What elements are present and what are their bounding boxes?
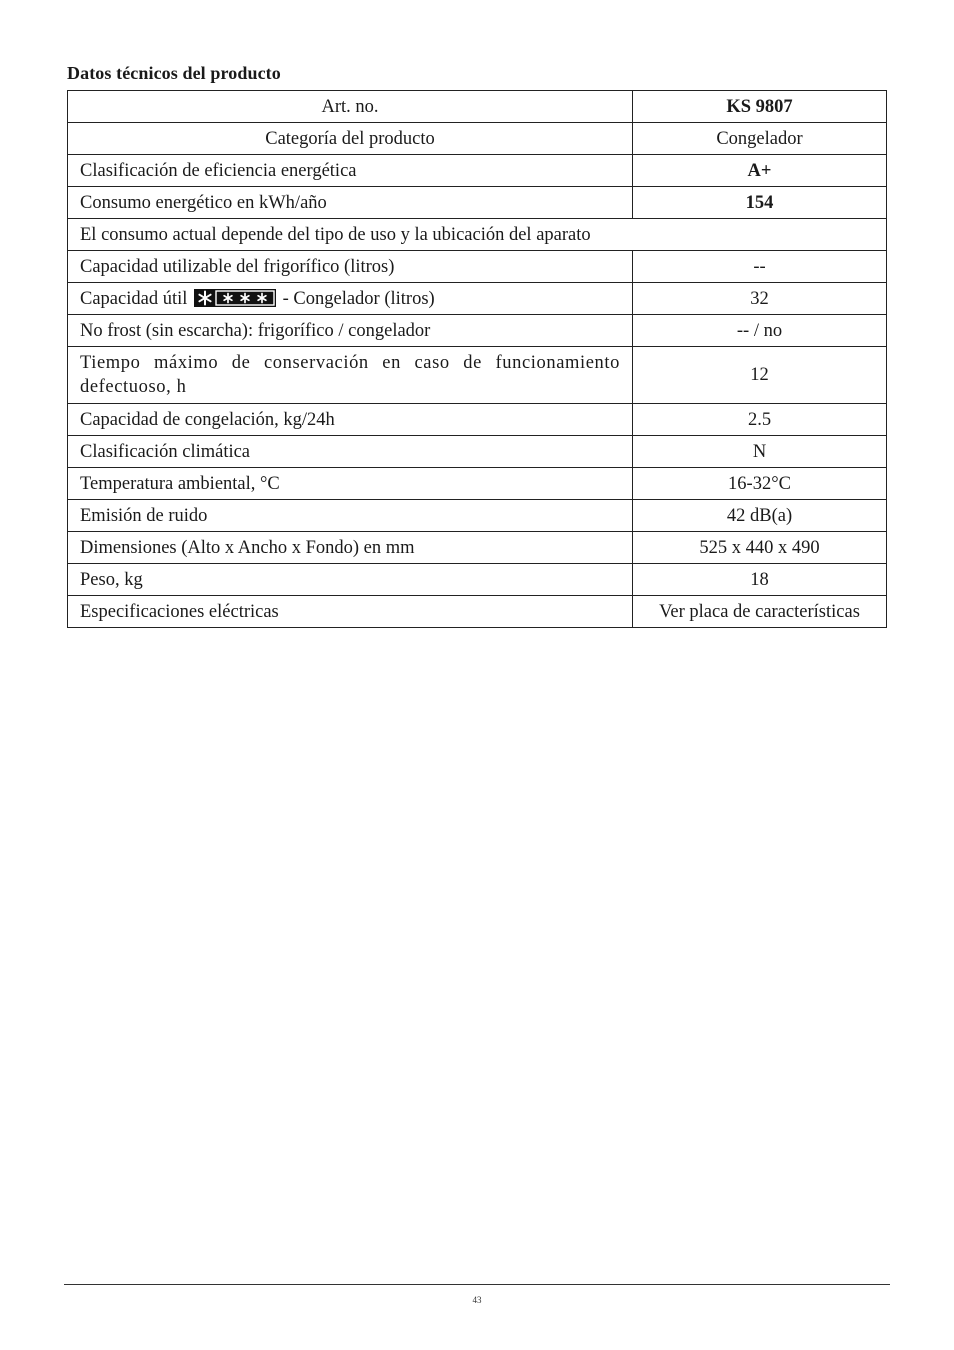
- spec-label: Capacidad de congelación, kg/24h: [68, 404, 633, 436]
- spec-label: Temperatura ambiental, °C: [68, 468, 633, 500]
- spec-value: --: [633, 251, 887, 283]
- spec-label: Dimensiones (Alto x Ancho x Fondo) en mm: [68, 532, 633, 564]
- table-row: [68, 123, 887, 155]
- spec-label: Art. no.: [68, 91, 633, 123]
- spec-value: 525 x 440 x 490: [633, 532, 887, 564]
- spec-label: Consumo energético en kWh/año: [68, 187, 633, 219]
- spec-value: 42 dB(a): [633, 500, 887, 532]
- spec-value: -- / no: [633, 315, 887, 347]
- table-row: [68, 436, 887, 468]
- four-star-freezer-icon: [194, 289, 276, 307]
- table-row: [68, 468, 887, 500]
- spec-label: Tiempo máximo de conservación en caso de funcionamiento defectuoso, h: [68, 347, 633, 404]
- spec-value: Ver placa de características: [633, 596, 887, 628]
- spec-value: 16-32°C: [633, 468, 887, 500]
- spec-label: Capacidad utilizable del frigorífico (litros): [68, 251, 633, 283]
- spec-value: 32: [633, 283, 887, 315]
- table-row: [68, 91, 887, 123]
- footer-divider: [64, 1284, 890, 1285]
- table-row: [68, 347, 887, 404]
- spec-label: Clasificación climática: [68, 436, 633, 468]
- table-row: [68, 187, 887, 219]
- table-row: [68, 155, 887, 187]
- page-number: 43: [472, 1295, 482, 1305]
- spec-label: Especificaciones eléctricas: [68, 596, 633, 628]
- table-row: [68, 219, 887, 251]
- spec-note: El consumo actual depende del tipo de uso y la ubicación del aparato: [68, 219, 887, 251]
- spec-label: Categoría del producto: [68, 123, 633, 155]
- spec-label: Emisión de ruido: [68, 500, 633, 532]
- section-title: Datos técnicos del producto: [67, 63, 281, 83]
- table-row: [68, 404, 887, 436]
- spec-value: 154: [633, 187, 887, 219]
- spec-value: 18: [633, 564, 887, 596]
- spec-value: Congelador: [633, 123, 887, 155]
- table-row: [68, 532, 887, 564]
- spec-label: Clasificación de eficiencia energética: [68, 155, 633, 187]
- spec-value: 2.5: [633, 404, 887, 436]
- spec-label-with-icon: [68, 283, 633, 315]
- table-row: [68, 283, 887, 315]
- table-row: [68, 564, 887, 596]
- spec-value: KS 9807: [633, 91, 887, 123]
- spec-label: Peso, kg: [68, 564, 633, 596]
- spec-value: 12: [633, 347, 887, 404]
- spec-value: A+: [633, 155, 887, 187]
- spec-value: N: [633, 436, 887, 468]
- table-row: [68, 315, 887, 347]
- table-row: [68, 596, 887, 628]
- spec-label-prefix: Capacidad útil: [80, 288, 188, 309]
- table-row: [68, 251, 887, 283]
- spec-label: No frost (sin escarcha): frigorífico / congelador: [68, 315, 633, 347]
- spec-label-suffix: - Congelador (litros): [282, 288, 435, 309]
- specs-table: [67, 90, 887, 628]
- table-row: [68, 500, 887, 532]
